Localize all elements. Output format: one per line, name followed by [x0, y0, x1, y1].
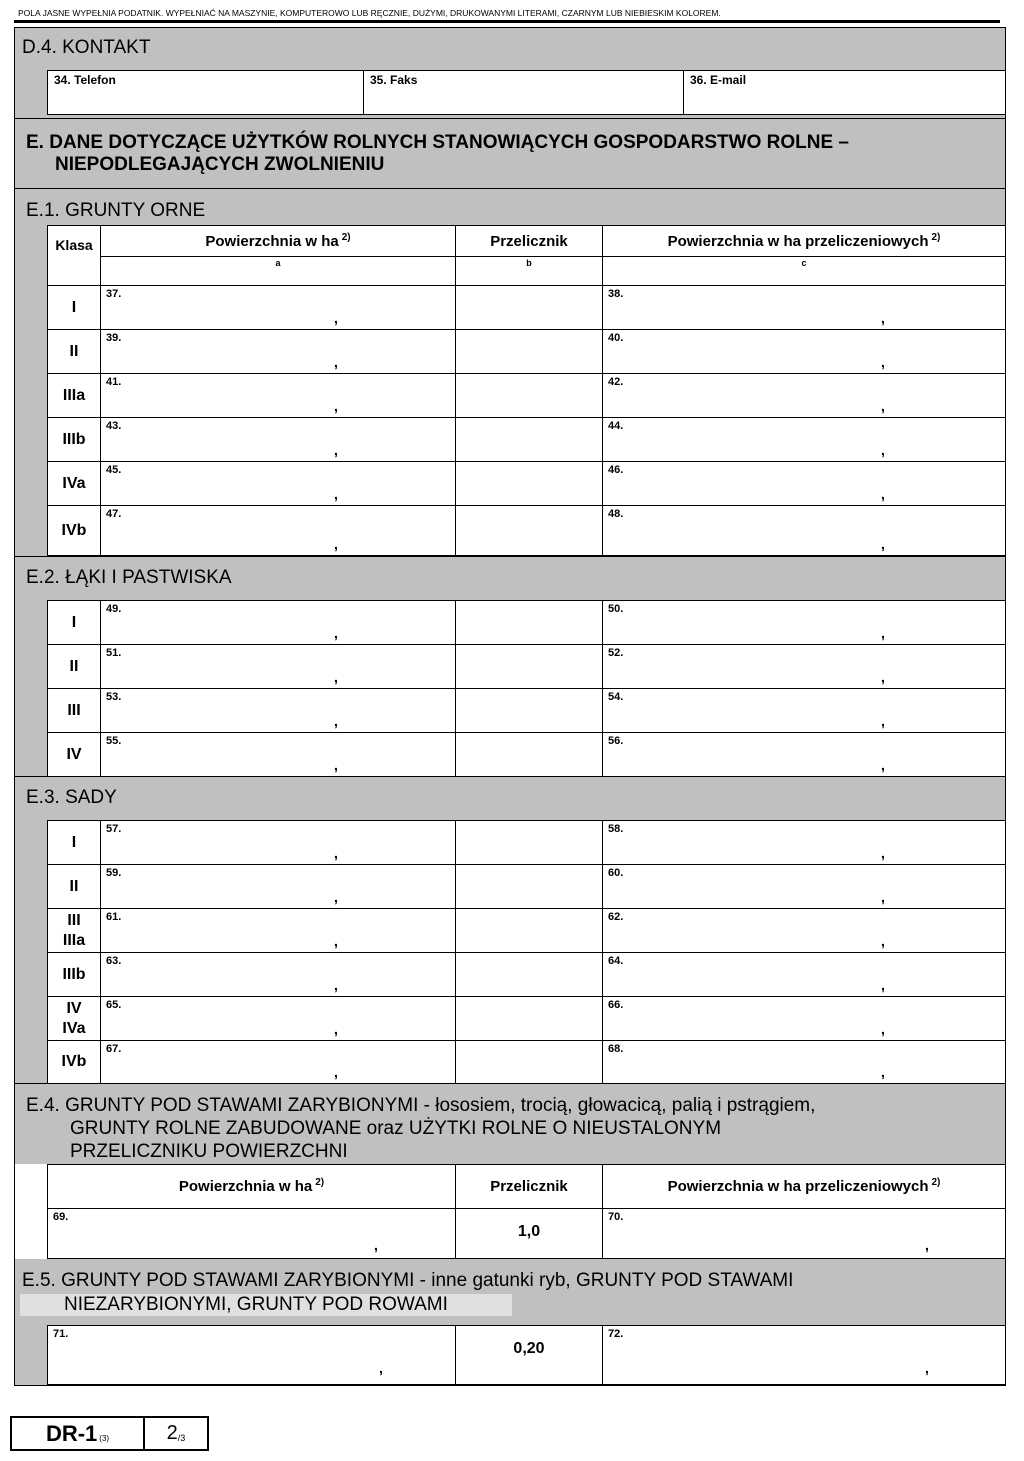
decimal-comma: ,	[881, 625, 885, 641]
field-69[interactable]	[47, 1208, 456, 1259]
area-ha-field[interactable]	[100, 908, 456, 953]
field-number: 43.	[106, 420, 122, 432]
decimal-comma: ,	[334, 669, 338, 685]
decimal-comma: ,	[925, 1237, 929, 1253]
area-ha-field[interactable]	[100, 952, 456, 997]
area-converted-field[interactable]	[602, 285, 1006, 330]
field-number: 40.	[608, 332, 624, 344]
section-e-title-line2: NIEPODLEGAJĄCYCH ZWOLNIENIU	[55, 154, 385, 175]
decimal-comma: ,	[881, 1064, 885, 1080]
klasa-cell	[47, 505, 101, 556]
header-przelicznik: Przelicznik	[455, 225, 603, 257]
decimal-comma: ,	[881, 442, 885, 458]
field-71[interactable]	[47, 1325, 456, 1385]
field-number: 65.	[106, 999, 122, 1011]
klasa-cell	[47, 1040, 101, 1084]
area-converted-field[interactable]	[602, 644, 1006, 689]
decimal-comma: ,	[881, 310, 885, 326]
decimal-comma: ,	[881, 536, 885, 552]
field-number: 55.	[106, 735, 122, 747]
form-page	[14, 27, 1006, 1386]
field-number: 49.	[106, 603, 122, 615]
decimal-comma: ,	[881, 757, 885, 773]
decimal-comma: ,	[925, 1360, 929, 1376]
footnote-ref: 2)	[931, 231, 941, 243]
field-number: 71.	[53, 1328, 69, 1340]
area-converted-field[interactable]	[602, 952, 1006, 997]
section-e3-title: E.3. SADY	[26, 787, 117, 808]
przelicznik-value: 1,0	[517, 1223, 541, 1240]
phone-label: 34. Telefon	[54, 73, 116, 87]
area-ha-field[interactable]	[100, 1040, 456, 1084]
przelicznik-field[interactable]	[455, 417, 603, 462]
field-number: 60.	[608, 867, 624, 879]
decimal-comma: ,	[881, 713, 885, 729]
section-divider	[15, 556, 1005, 557]
decimal-comma: ,	[374, 1237, 378, 1253]
section-divider	[15, 114, 1005, 119]
klasa-cell	[47, 952, 101, 997]
area-ha-field[interactable]	[100, 373, 456, 418]
decimal-comma: ,	[881, 977, 885, 993]
form-version: (3)	[99, 1434, 110, 1443]
field-number: 70.	[608, 1211, 624, 1223]
klasa-label: II	[69, 877, 79, 895]
area-converted-field[interactable]	[602, 373, 1006, 418]
przelicznik-field[interactable]	[455, 688, 603, 733]
klasa-label: I	[71, 298, 77, 316]
section-divider	[15, 188, 1005, 189]
field-72[interactable]	[602, 1325, 1006, 1385]
email-field[interactable]	[683, 70, 1006, 115]
phone-field[interactable]	[47, 70, 364, 115]
klasa-label: II	[69, 342, 79, 360]
area-ha-field[interactable]	[100, 688, 456, 733]
decimal-comma: ,	[334, 486, 338, 502]
field-number: 38.	[608, 288, 624, 300]
field-number: 54.	[608, 691, 624, 703]
page-number-box	[145, 1418, 207, 1449]
decimal-comma: ,	[334, 310, 338, 326]
section-e5-title-line1: E.5. GRUNTY POD STAWAMI ZARYBIONYMI - inne gatunki ryb, GRUNTY POD STAWAMI	[22, 1270, 794, 1291]
decimal-comma: ,	[334, 977, 338, 993]
subheader-b: b	[455, 256, 603, 286]
field-number: 47.	[106, 508, 122, 520]
klasa-cell	[47, 600, 101, 645]
instruction-note: POLA JASNE WYPEŁNIA PODATNIK. WYPEŁNIAĆ NA MASZYNIE, KOMPUTEROWO LUB RĘCZNIE, DUŻYMI, DRUKOWANYMI LITERAMI, CZARNYM LUB NIEBIESKIM KOLOREM.	[18, 8, 721, 18]
klasa-label: IVb	[61, 521, 87, 539]
field-number: 48.	[608, 508, 624, 520]
klasa-label-secondary: IVa	[62, 1019, 86, 1037]
field-number: 72.	[608, 1328, 624, 1340]
field-number: 45.	[106, 464, 122, 476]
klasa-label: IV	[66, 745, 82, 763]
field-70[interactable]	[602, 1208, 1006, 1259]
area-converted-field[interactable]	[602, 505, 1006, 556]
section-e4-title-line3: PRZELICZNIKU POWIERZCHNI	[70, 1141, 348, 1162]
klasa-label: III	[67, 701, 81, 719]
przelicznik-field[interactable]	[455, 285, 603, 330]
header-area-ha	[100, 225, 456, 257]
decimal-comma: ,	[881, 845, 885, 861]
area-converted-field[interactable]	[602, 732, 1006, 777]
e4-header-area-converted-label: Powierzchnia w ha przeliczeniowych	[667, 1178, 929, 1195]
przelicznik-field[interactable]	[455, 373, 603, 418]
klasa-cell	[47, 417, 101, 462]
field-number: 46.	[608, 464, 624, 476]
field-number: 39.	[106, 332, 122, 344]
area-converted-field[interactable]	[602, 1040, 1006, 1084]
e4-header-przelicznik: Przelicznik	[455, 1164, 603, 1209]
decimal-comma: ,	[334, 625, 338, 641]
area-converted-field[interactable]	[602, 688, 1006, 733]
field-number: 50.	[608, 603, 624, 615]
klasa-label: IVa	[62, 474, 86, 492]
area-converted-field[interactable]	[602, 600, 1006, 645]
klasa-cell	[47, 373, 101, 418]
field-number: 56.	[608, 735, 624, 747]
area-converted-field[interactable]	[602, 820, 1006, 865]
field-number: 44.	[608, 420, 624, 432]
decimal-comma: ,	[881, 933, 885, 949]
decimal-comma: ,	[334, 442, 338, 458]
przelicznik-field[interactable]	[455, 505, 603, 556]
decimal-comma: ,	[334, 1021, 338, 1037]
decimal-comma: ,	[334, 1064, 338, 1080]
footnote-ref: 2)	[341, 231, 351, 243]
klasa-cell	[47, 644, 101, 689]
header-area-ha-label: Powierzchnia w ha	[205, 232, 339, 250]
area-ha-field[interactable]	[100, 864, 456, 909]
decimal-comma: ,	[881, 669, 885, 685]
klasa-label: IIIb	[62, 430, 86, 448]
e4-header-area-ha	[47, 1164, 456, 1209]
field-number: 58.	[608, 823, 624, 835]
klasa-cell	[47, 285, 101, 330]
przelicznik-cell	[455, 1208, 603, 1259]
field-number: 61.	[106, 911, 122, 923]
field-number: 69.	[53, 1211, 69, 1223]
area-converted-field[interactable]	[602, 329, 1006, 374]
przelicznik-field[interactable]	[455, 996, 603, 1041]
decimal-comma: ,	[881, 486, 885, 502]
section-e-title-line1: E. DANE DOTYCZĄCE UŻYTKÓW ROLNYCH STANOWIĄCYCH GOSPODARSTWO ROLNE –	[26, 132, 849, 153]
header-area-converted	[602, 225, 1006, 257]
decimal-comma: ,	[881, 354, 885, 370]
section-d4-title: D.4. KONTAKT	[22, 37, 151, 58]
page-number: 2	[166, 1422, 178, 1444]
przelicznik-field[interactable]	[455, 732, 603, 777]
klasa-cell	[47, 864, 101, 909]
field-number: 63.	[106, 955, 122, 967]
decimal-comma: ,	[334, 889, 338, 905]
klasa-cell	[47, 820, 101, 865]
decimal-comma: ,	[881, 889, 885, 905]
area-ha-field[interactable]	[100, 996, 456, 1041]
area-converted-field[interactable]	[602, 417, 1006, 462]
decimal-comma: ,	[334, 757, 338, 773]
area-ha-field[interactable]	[100, 285, 456, 330]
decimal-comma: ,	[334, 845, 338, 861]
footnote-ref: 2)	[931, 1177, 941, 1188]
subheader-a: a	[100, 256, 456, 286]
decimal-comma: ,	[334, 933, 338, 949]
section-e5-title-line2: NIEZARYBIONYMI, GRUNTY POD ROWAMI	[64, 1294, 448, 1315]
left-margin	[15, 1164, 48, 1259]
przelicznik-field[interactable]	[455, 461, 603, 506]
klasa-cell	[47, 329, 101, 374]
klasa-label: IIIb	[62, 965, 86, 983]
page-total: /3	[177, 1432, 186, 1443]
field-number: 57.	[106, 823, 122, 835]
field-number: 42.	[608, 376, 624, 388]
area-converted-field[interactable]	[602, 996, 1006, 1041]
przelicznik-field[interactable]	[455, 644, 603, 689]
form-footer	[10, 1416, 209, 1451]
area-converted-field[interactable]	[602, 461, 1006, 506]
decimal-comma: ,	[334, 713, 338, 729]
area-ha-field[interactable]	[100, 329, 456, 374]
footnote-ref: 2)	[315, 1177, 325, 1188]
field-number: 51.	[106, 647, 122, 659]
klasa-subheader	[47, 256, 101, 286]
decimal-comma: ,	[334, 536, 338, 552]
area-converted-field[interactable]	[602, 864, 1006, 909]
klasa-cell	[47, 908, 101, 953]
field-number: 67.	[106, 1043, 122, 1055]
decimal-comma: ,	[881, 1021, 885, 1037]
klasa-label: IIIa	[62, 386, 86, 404]
section-e4-title-line2: GRUNTY ROLNE ZABUDOWANE oraz UŻYTKI ROLNE O NIEUSTALONYM	[70, 1118, 722, 1139]
przelicznik-field[interactable]	[455, 1040, 603, 1084]
decimal-comma: ,	[334, 398, 338, 414]
area-ha-field[interactable]	[100, 505, 456, 556]
area-ha-field[interactable]	[100, 644, 456, 689]
e4-header-area-ha-label: Powierzchnia w ha	[178, 1178, 313, 1195]
klasa-label: II	[69, 657, 79, 675]
field-number: 41.	[106, 376, 122, 388]
field-number: 37.	[106, 288, 122, 300]
klasa-label: III	[67, 911, 81, 929]
klasa-label: IV	[66, 999, 82, 1017]
przelicznik-field[interactable]	[455, 820, 603, 865]
klasa-label: I	[71, 833, 77, 851]
subheader-c: c	[602, 256, 1006, 286]
field-number: 62.	[608, 911, 624, 923]
klasa-cell	[47, 996, 101, 1041]
fax-label: 35. Faks	[370, 73, 418, 87]
area-ha-field[interactable]	[100, 417, 456, 462]
field-number: 68.	[608, 1043, 624, 1055]
field-number: 59.	[106, 867, 122, 879]
klasa-label: IVb	[61, 1053, 87, 1070]
klasa-cell	[47, 461, 101, 506]
przelicznik-field[interactable]	[455, 329, 603, 374]
field-number: 66.	[608, 999, 624, 1011]
header-klasa: Klasa	[47, 225, 101, 257]
klasa-label-secondary: IIIa	[62, 931, 86, 949]
email-label: 36. E-mail	[690, 73, 747, 87]
przelicznik-field[interactable]	[455, 600, 603, 645]
fax-field[interactable]	[363, 70, 684, 115]
form-code: DR-1	[45, 1420, 98, 1446]
top-divider	[14, 20, 1000, 23]
przelicznik-value: 0,20	[513, 1340, 545, 1357]
przelicznik-field[interactable]	[455, 952, 603, 997]
e4-header-area-converted	[602, 1164, 1006, 1209]
area-ha-field[interactable]	[100, 732, 456, 777]
section-e4-title-line1: E.4. GRUNTY POD STAWAMI ZARYBIONYMI - łososiem, trocią, głowacicą, palią i pstrągiem,	[26, 1095, 816, 1116]
form-code-box	[12, 1418, 145, 1449]
header-area-converted-label: Powierzchnia w ha przeliczeniowych	[667, 232, 929, 250]
field-number: 53.	[106, 691, 122, 703]
klasa-cell	[47, 732, 101, 777]
przelicznik-field[interactable]	[455, 908, 603, 953]
area-ha-field[interactable]	[100, 820, 456, 865]
klasa-label: I	[71, 613, 77, 631]
klasa-cell	[47, 688, 101, 733]
decimal-comma: ,	[334, 354, 338, 370]
field-number: 52.	[608, 647, 624, 659]
decimal-comma: ,	[379, 1360, 383, 1376]
area-ha-field[interactable]	[100, 600, 456, 645]
przelicznik-field[interactable]	[455, 864, 603, 909]
area-converted-field[interactable]	[602, 908, 1006, 953]
area-ha-field[interactable]	[100, 461, 456, 506]
section-e2-title: E.2. ŁĄKI I PASTWISKA	[26, 567, 232, 588]
przelicznik-cell	[455, 1325, 603, 1385]
section-e1-title: E.1. GRUNTY ORNE	[26, 200, 206, 221]
decimal-comma: ,	[881, 398, 885, 414]
field-number: 64.	[608, 955, 624, 967]
